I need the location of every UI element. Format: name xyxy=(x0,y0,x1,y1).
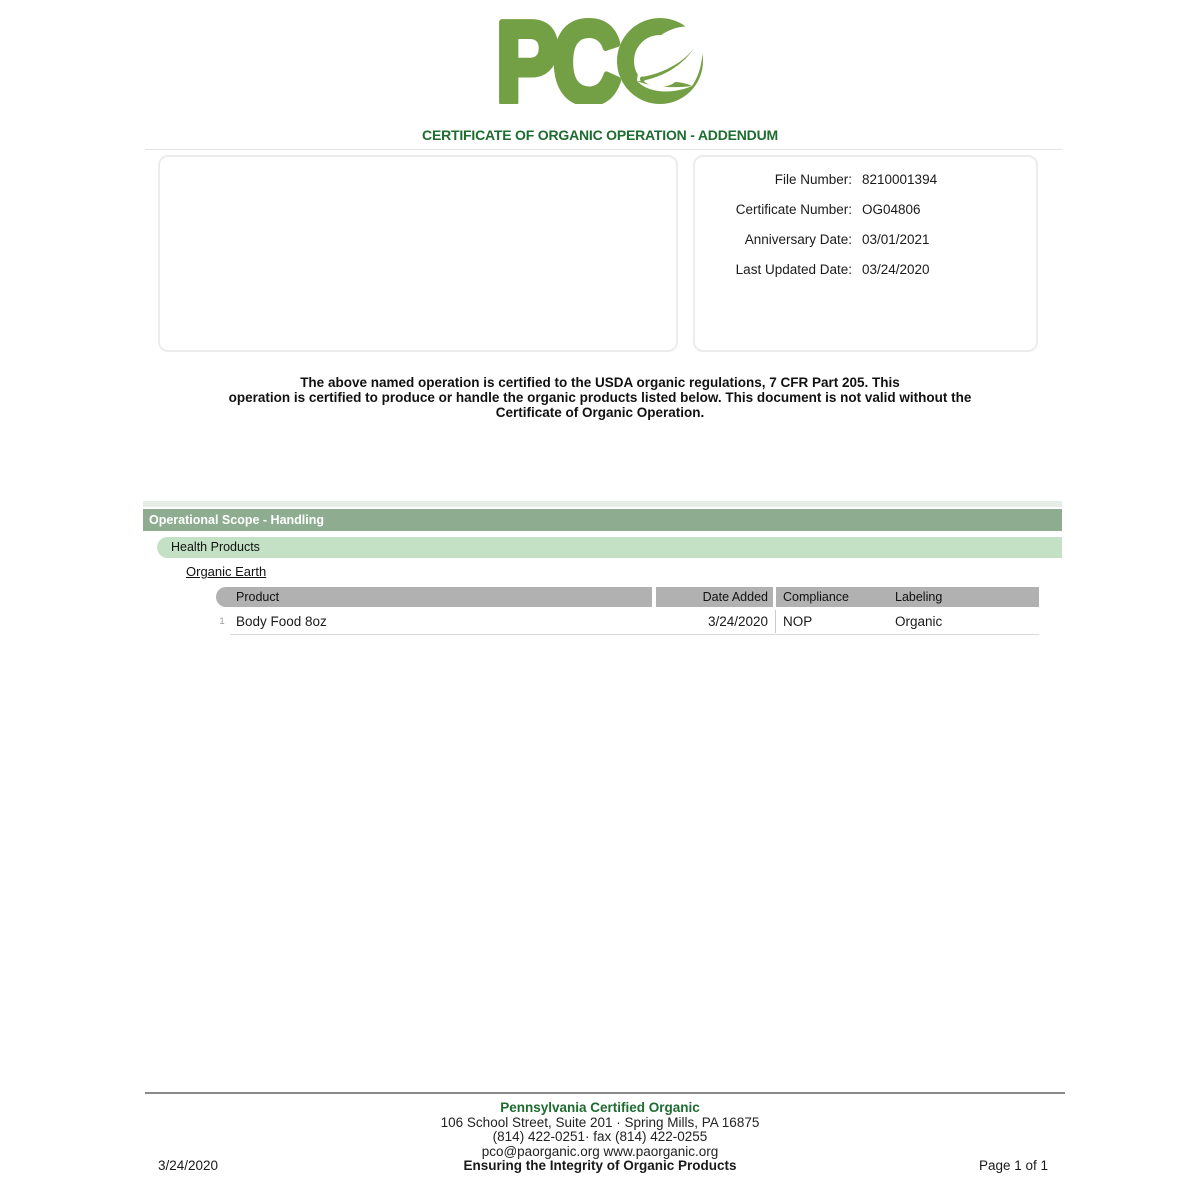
column-header-labeling: Labeling xyxy=(895,590,943,604)
file-number-row xyxy=(695,171,1036,189)
certificate-number-value: OG04806 xyxy=(862,202,921,217)
pco-logo xyxy=(494,18,706,104)
compliance-cell: NOP xyxy=(783,614,813,629)
certificate-info-box xyxy=(693,155,1038,352)
category-header: Health Products xyxy=(157,537,1062,558)
column-header-product: Product xyxy=(216,587,652,607)
statement-line: The above named operation is certified to the USDA organic regulations, 7 CFR Part 205. This xyxy=(300,375,900,390)
labeling-cell: Organic xyxy=(895,614,943,629)
table-row xyxy=(0,610,1200,633)
footer-phone: (814) 422-0251· fax (814) 422-0255 xyxy=(492,1129,708,1144)
row-column-divider xyxy=(775,610,776,633)
operation-address-box xyxy=(158,155,678,352)
file-number-value: 8210001394 xyxy=(862,172,938,187)
section-top-band xyxy=(143,501,1062,507)
row-bottom-divider xyxy=(230,634,1039,635)
anniversary-date-value: 03/01/2021 xyxy=(862,232,930,247)
footer-tagline: Ensuring the Integrity of Organic Products xyxy=(463,1158,737,1173)
footer-divider xyxy=(145,1092,1065,1094)
certificate-number-label: Certificate Number: xyxy=(735,202,852,217)
footer-date: 3/24/2020 xyxy=(158,1158,219,1173)
statement-line: operation is certified to produce or handle the organic products listed below. This document is not valid without the xyxy=(228,390,972,405)
file-number-label: File Number: xyxy=(774,172,852,187)
column-header-date-added: Date Added xyxy=(656,587,773,607)
anniversary-date-row xyxy=(695,231,1036,249)
svg-text:PC: PC xyxy=(495,18,616,104)
certification-statement xyxy=(0,375,1200,420)
product-cell: Body Food 8oz xyxy=(236,614,327,629)
footer-address: 106 School Street, Suite 201 · Spring Mills, PA 16875 xyxy=(440,1114,760,1130)
title-divider xyxy=(145,149,1062,150)
operation-name: Organic Earth xyxy=(186,564,267,579)
page-indicator: Page 1 of 1 xyxy=(978,1158,1048,1173)
date-added-cell: 3/24/2020 xyxy=(707,614,768,629)
statement-line: Certificate of Organic Operation. xyxy=(495,405,705,420)
row-number: 1 xyxy=(219,616,225,627)
pco-logo-icon xyxy=(494,18,706,104)
operational-scope-header: Operational Scope - Handling xyxy=(143,509,1062,531)
anniversary-date-label: Anniversary Date: xyxy=(744,232,852,247)
footer-contact: pco@paorganic.org www.paorganic.org xyxy=(481,1143,719,1159)
column-header-compliance: Compliance xyxy=(783,590,850,604)
document-title: CERTIFICATE OF ORGANIC OPERATION - ADDENDUM xyxy=(422,127,778,143)
column-header-group xyxy=(776,587,1039,607)
last-updated-value: 03/24/2020 xyxy=(862,262,930,277)
certificate-number-row xyxy=(695,201,1036,219)
footer-org-name: Pennsylvania Certified Organic xyxy=(500,1100,700,1115)
last-updated-label: Last Updated Date: xyxy=(735,262,852,277)
last-updated-row xyxy=(695,261,1036,279)
